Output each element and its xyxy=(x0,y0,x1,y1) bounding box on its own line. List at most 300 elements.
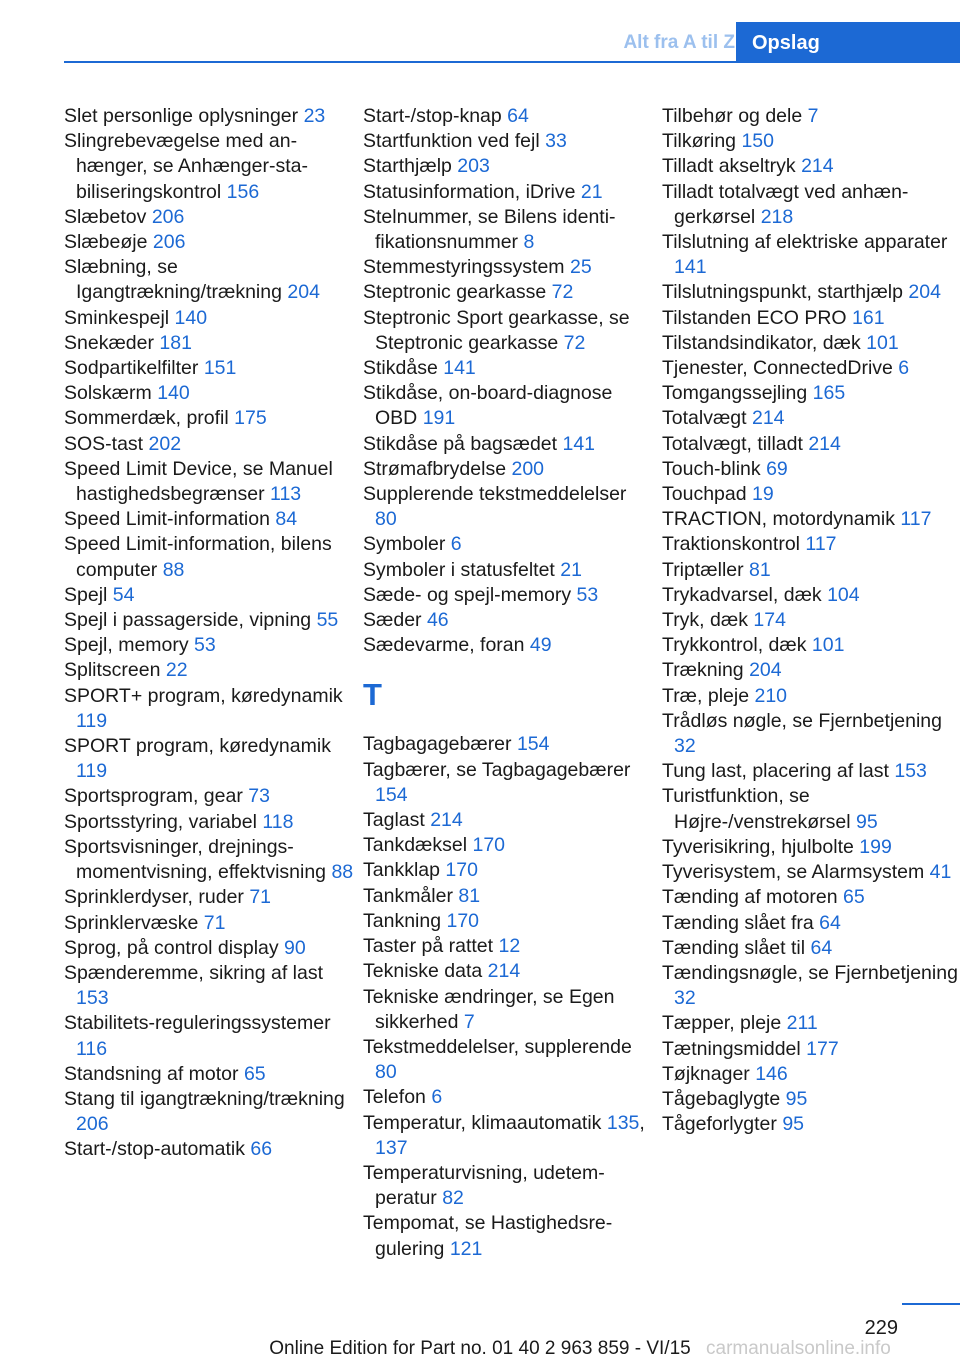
index-entry-text: Slæbeøje xyxy=(64,231,153,254)
page-link[interactable]: 137 xyxy=(375,1136,408,1159)
page-link[interactable]: 200 xyxy=(511,457,545,480)
page-link[interactable]: 81 xyxy=(749,558,771,581)
page-link[interactable]: 214 xyxy=(487,960,521,983)
index-entry-text: Touchpad xyxy=(662,483,752,506)
page-number: 229 xyxy=(864,1317,898,1339)
index-entry-text: Start-/stop-automatik xyxy=(64,1138,251,1161)
page-link[interactable]: 154 xyxy=(516,733,550,756)
index-entry xyxy=(662,936,960,961)
index-entry xyxy=(662,961,960,1011)
index-entry-text: Taglast xyxy=(363,809,431,832)
index-entry-text: Trykkontrol, dæk xyxy=(662,634,812,657)
index-entry xyxy=(363,858,653,883)
index-entry-text: Træ, pleje xyxy=(662,684,755,707)
index-entry-text: Touch-blink xyxy=(662,457,767,480)
page-link[interactable]: 73 xyxy=(248,785,270,808)
page-link[interactable]: 41 xyxy=(929,861,952,884)
page-link[interactable]: 21 xyxy=(560,558,582,581)
page-link[interactable]: 71 xyxy=(203,911,226,934)
index-entry-text: Spejl xyxy=(64,583,113,606)
page-link[interactable]: 214 xyxy=(808,432,841,455)
page-link[interactable]: 8 xyxy=(523,231,535,254)
index-entry xyxy=(363,583,653,608)
index-entry xyxy=(64,1062,354,1087)
index-entry-text: Symboler xyxy=(363,533,451,556)
page-link[interactable]: 170 xyxy=(472,834,506,857)
page-link[interactable]: 165 xyxy=(812,382,846,405)
index-entry xyxy=(662,331,960,356)
page-link[interactable]: 140 xyxy=(174,306,208,329)
page-link[interactable]: 153 xyxy=(76,987,109,1010)
index-entry xyxy=(64,1011,354,1061)
index-entry xyxy=(662,684,960,709)
index-entry xyxy=(64,457,354,507)
index-entry-text: Telefon xyxy=(363,1086,432,1109)
page-link[interactable]: 6 xyxy=(431,1086,443,1109)
index-entry-text: Sprinklerdyser, ruder xyxy=(64,886,250,909)
index-entry-text: Tyverisikring, hjulbolte xyxy=(662,835,860,858)
page-link[interactable]: 49 xyxy=(529,634,552,657)
index-entry xyxy=(662,633,960,658)
page-link[interactable]: 140 xyxy=(157,382,190,405)
page-link[interactable]: 204 xyxy=(908,281,941,304)
page-link[interactable]: 54 xyxy=(112,583,135,606)
index-entry xyxy=(363,959,653,984)
index-entry xyxy=(363,255,653,280)
index-entry-text: TRACTION, motordynamik xyxy=(662,508,901,531)
index-entry xyxy=(64,658,354,683)
index-entry-text: Stikdåse xyxy=(363,357,444,380)
page-link[interactable]: 199 xyxy=(859,835,892,858)
index-entry-text: Tændingsnøgle, se Fjernbetjening xyxy=(662,961,958,984)
index-entry xyxy=(64,583,354,608)
index-entry xyxy=(363,1111,653,1161)
index-entry-text: Tilladt totalvægt ved anhængerkørsel xyxy=(662,180,909,228)
index-entry xyxy=(363,1161,653,1211)
index-entry-text: Tågeforlygter xyxy=(662,1113,783,1136)
page-link[interactable]: 65 xyxy=(843,886,865,909)
page-link[interactable]: 69 xyxy=(766,457,788,480)
index-entry xyxy=(363,306,653,356)
index-entry-text: Stikdåse, on-board-diagnose OBD xyxy=(363,382,613,430)
page-link[interactable]: 154 xyxy=(375,783,408,806)
footer-rule xyxy=(902,1303,960,1305)
page-link[interactable]: 7 xyxy=(807,105,819,127)
page-link[interactable]: 64 xyxy=(507,105,529,127)
page-link[interactable]: 65 xyxy=(243,1062,266,1085)
index-entry-text: Tryk, dæk xyxy=(662,609,754,632)
page-link[interactable]: 170 xyxy=(446,909,480,932)
page-link[interactable]: 206 xyxy=(76,1113,109,1136)
index-entry-text: Steptronic Sport gearkasse, se Steptronic gearkasse xyxy=(363,306,630,354)
index-entry xyxy=(64,306,354,331)
index-column-3 xyxy=(662,104,960,1137)
index-entry xyxy=(662,154,960,179)
page-link[interactable]: 90 xyxy=(284,936,306,959)
page-link[interactable]: 204 xyxy=(749,659,782,682)
page-link[interactable]: 135 xyxy=(606,1111,640,1134)
index-entry-text: Tankning xyxy=(363,909,447,932)
index-entry xyxy=(363,732,653,757)
page-link[interactable]: 117 xyxy=(900,508,932,531)
index-entry-text: Snekæder xyxy=(64,331,160,354)
page-link[interactable]: 203 xyxy=(457,155,490,178)
index-letter-heading: T xyxy=(363,677,382,713)
index-entry xyxy=(662,381,960,406)
index-entry xyxy=(363,356,653,381)
index-entry xyxy=(64,684,354,734)
index-entry xyxy=(662,432,960,457)
index-entry-text: Sportsprogram, gear xyxy=(64,785,249,808)
page-link[interactable]: 22 xyxy=(165,659,188,682)
page-link[interactable]: 214 xyxy=(430,809,463,832)
index-entry xyxy=(662,406,960,431)
index-entry-text: Tjenester, ConnectedDrive xyxy=(662,357,899,380)
index-entry xyxy=(363,381,653,431)
index-entry xyxy=(64,633,354,658)
page-link[interactable]: 64 xyxy=(810,936,833,959)
index-entry-text: Spejl i passagerside, vipning xyxy=(64,609,317,632)
page-link[interactable]: 214 xyxy=(751,407,785,430)
index-entry-text: Slæbning, se Igangtrækning/trækning xyxy=(64,256,288,304)
index-entry-text: Standsning af motor xyxy=(64,1062,244,1085)
index-entry xyxy=(64,432,354,457)
index-entry-text: Supplerende tekstmeddelelser xyxy=(363,483,627,506)
index-entry-text: Tøjknager xyxy=(662,1062,756,1085)
index-entry xyxy=(662,558,960,583)
page-link[interactable]: 177 xyxy=(806,1037,839,1060)
index-entry xyxy=(662,1087,960,1112)
page-link[interactable]: 19 xyxy=(752,483,774,506)
index-entry-text: Speed Limit-information, bilens computer xyxy=(64,533,332,581)
page-link[interactable]: 46 xyxy=(426,609,449,632)
index-entry-text: Spænderemme, sikring af last xyxy=(64,961,324,984)
page-link[interactable]: 116 xyxy=(76,1037,108,1060)
index-entry xyxy=(662,1037,960,1062)
page-link[interactable]: 113 xyxy=(270,483,302,506)
index-entry xyxy=(363,180,653,205)
index-entry xyxy=(64,885,354,910)
page-link[interactable]: 84 xyxy=(275,508,298,531)
index-entry-text: Steptronic gearkasse xyxy=(363,281,552,304)
index-entry-text: Tilkøring xyxy=(662,130,742,153)
page-link[interactable]: 82 xyxy=(442,1187,464,1210)
index-entry-text: Slingrebevægelse med anhænger, se Anhænger-stabiliseringskontrol xyxy=(64,130,308,203)
index-entry xyxy=(662,709,960,759)
page-link[interactable]: 95 xyxy=(785,1087,808,1110)
page-link[interactable]: 12 xyxy=(498,935,521,958)
index-entry xyxy=(662,860,960,885)
index-entry-text: Tekstmeddelelser, supplerende xyxy=(363,1035,632,1058)
page-link[interactable]: 72 xyxy=(563,331,586,354)
page-link[interactable]: 25 xyxy=(569,256,592,279)
index-entry-text: Sportsstyring, variabel xyxy=(64,810,263,833)
index-entry-text: Tilladt akseltryk xyxy=(662,155,802,178)
index-column-1 xyxy=(64,104,354,1163)
index-entry xyxy=(662,911,960,936)
page-link[interactable]: 6 xyxy=(450,533,462,556)
page-link[interactable]: 33 xyxy=(545,130,567,153)
index-entry-text: Sprinklervæske xyxy=(64,911,204,934)
index-column-2 xyxy=(363,104,653,1262)
index-entry-text: Symboler i statusfeltet xyxy=(363,558,561,581)
index-entry xyxy=(363,532,653,557)
index-entry xyxy=(363,1085,653,1110)
page-link[interactable]: 64 xyxy=(819,911,841,934)
index-entry xyxy=(363,1035,653,1085)
index-entry-text: Tomgangssejling xyxy=(662,382,813,405)
page-link[interactable]: 214 xyxy=(801,155,834,178)
index-entry-text: Tilstanden ECO PRO xyxy=(662,306,853,329)
page-link[interactable]: 101 xyxy=(866,331,899,354)
index-entry-text: Tænding slået til xyxy=(662,936,811,959)
page-link[interactable]: 191 xyxy=(422,407,456,430)
page-link[interactable]: 151 xyxy=(203,357,237,380)
index-entry-text: Solskærm xyxy=(64,382,158,405)
page-link[interactable]: 181 xyxy=(159,331,192,354)
page-link[interactable]: 211 xyxy=(786,1012,818,1035)
index-entry xyxy=(662,1112,960,1137)
page-separator: , xyxy=(639,1111,645,1134)
index-entry-text: Start-/stop-knap xyxy=(363,105,508,127)
index-entry xyxy=(64,784,354,809)
index-entry xyxy=(64,608,354,633)
index-entry xyxy=(363,985,653,1035)
page-link[interactable]: 88 xyxy=(331,861,354,884)
index-entry xyxy=(363,608,653,633)
index-entry-text: Speed Limit-information xyxy=(64,508,276,531)
index-entry-text: SPORT program, køredynamik xyxy=(64,735,331,758)
index-entry xyxy=(662,532,960,557)
page-link[interactable]: 81 xyxy=(458,884,481,907)
page-link[interactable]: 156 xyxy=(226,180,260,203)
index-entry xyxy=(64,911,354,936)
page-link[interactable]: 121 xyxy=(449,1237,483,1260)
index-entry xyxy=(64,381,354,406)
index-entry xyxy=(64,230,354,255)
index-entry xyxy=(662,759,960,784)
page-link[interactable]: 210 xyxy=(754,684,788,707)
index-entry-text: Sommerdæk, profil xyxy=(64,407,235,430)
index-entry-text: Startfunktion ved fejl xyxy=(363,130,546,153)
page-link[interactable]: 202 xyxy=(148,432,182,455)
index-entry-text: Tung last, placering af last xyxy=(662,760,895,783)
index-entry xyxy=(662,784,960,834)
page-link[interactable]: 141 xyxy=(443,357,476,380)
index-entry-text: Totalvægt, tilladt xyxy=(662,432,809,455)
index-entry-text: Stang til igangtrækning/trækning xyxy=(64,1087,345,1110)
index-entry xyxy=(64,1137,354,1162)
index-entry-text: Tilstandsindikator, dæk xyxy=(662,331,867,354)
index-entry-text: Tankdæksel xyxy=(363,834,473,857)
index-entry-text: SOS-tast xyxy=(64,432,149,455)
index-entry-text: Tankmåler xyxy=(363,884,459,907)
index-entry-text: Slæbetov xyxy=(64,205,152,228)
index-entry xyxy=(363,833,653,858)
page-link[interactable]: 153 xyxy=(894,760,927,783)
index-entry xyxy=(662,129,960,154)
index-entry xyxy=(64,331,354,356)
index-entry xyxy=(363,1211,653,1261)
page-link[interactable]: 117 xyxy=(805,533,837,556)
index-entry xyxy=(64,356,354,381)
index-entry xyxy=(363,482,653,532)
index-entry xyxy=(363,280,653,305)
index-entry-text: Triptæller xyxy=(662,558,750,581)
page-link[interactable]: 175 xyxy=(234,407,267,430)
page-link[interactable]: 55 xyxy=(316,609,339,632)
index-entry xyxy=(662,104,960,129)
index-entry-text: Trækning xyxy=(662,659,750,682)
page-link[interactable]: 161 xyxy=(852,306,885,329)
index-entry-text: Sprog, på control display xyxy=(64,936,285,959)
index-entry-text: Tænding slået fra xyxy=(662,911,820,934)
page-link[interactable]: 88 xyxy=(162,558,185,581)
index-entry-text: Tempomat, se Hastighedsregulering xyxy=(363,1212,613,1260)
index-entry xyxy=(64,1087,354,1137)
page-link[interactable]: 32 xyxy=(674,987,696,1010)
page-link[interactable]: 95 xyxy=(856,810,878,833)
index-entry-text: Tågebaglygte xyxy=(662,1087,786,1110)
section-tab: Opslag xyxy=(736,22,960,62)
page-link[interactable]: 170 xyxy=(445,859,478,882)
index-entry xyxy=(662,583,960,608)
index-entry-text: Tilslutningspunkt, starthjælp xyxy=(662,281,909,304)
index-entry-text: Stemmestyringssystem xyxy=(363,256,570,279)
index-entry xyxy=(64,734,354,784)
index-entry xyxy=(662,1011,960,1036)
page-link[interactable]: 119 xyxy=(76,760,108,783)
index-entry xyxy=(363,104,653,129)
index-entry-text: Tankklap xyxy=(363,859,446,882)
page-link[interactable]: 7 xyxy=(463,1010,475,1033)
index-entry xyxy=(64,129,354,205)
index-entry-text: Tagbagagebærer xyxy=(363,733,517,756)
index-entry xyxy=(363,154,653,179)
watermark: carmanualsonline.info xyxy=(706,1338,891,1359)
index-entry-text: Tekniske ændringer, se Egen sikkerhed xyxy=(363,985,615,1033)
index-entry xyxy=(363,934,653,959)
index-entry-text: Splitscreen xyxy=(64,659,166,682)
index-entry xyxy=(363,633,653,658)
index-entry-text: Strømafbrydelse xyxy=(363,457,512,480)
index-entry-text: Tekniske data xyxy=(363,960,488,983)
index-entry-text: Tilbehør og dele xyxy=(662,105,808,127)
index-entry-text: Sædevarme, foran xyxy=(363,634,530,657)
index-entry-text: Temperatur, klimaautomatik xyxy=(363,1111,607,1134)
page-link[interactable]: 119 xyxy=(76,709,108,732)
index-entry-text: Sminkespejl xyxy=(64,306,175,329)
page-link[interactable]: 21 xyxy=(580,180,603,203)
page-link[interactable]: 66 xyxy=(250,1138,273,1161)
page-link[interactable]: 141 xyxy=(562,432,596,455)
page-link[interactable]: 206 xyxy=(151,205,185,228)
page-link[interactable]: 104 xyxy=(827,583,860,606)
page-link[interactable]: 174 xyxy=(753,609,786,632)
page-link[interactable]: 53 xyxy=(194,634,216,657)
index-entry-text: SPORT+ program, køredynamik xyxy=(64,684,343,707)
index-entry xyxy=(363,558,653,583)
index-entry xyxy=(363,758,653,808)
index-entry-text: Trådløs nøgle, se Fjernbetjening xyxy=(662,709,942,732)
index-entry-text: Totalvægt xyxy=(662,407,752,430)
page-link[interactable]: 72 xyxy=(551,281,574,304)
page-link[interactable]: 150 xyxy=(741,130,774,153)
index-entry-text: Turistfunktion, se Højre-/venstrekørsel xyxy=(662,785,857,833)
index-entry xyxy=(64,810,354,835)
index-entry-text: Slet personlige oplysninger xyxy=(64,105,304,127)
page-link[interactable]: 95 xyxy=(782,1113,805,1136)
index-entry-text: Starthjælp xyxy=(363,155,458,178)
index-entry xyxy=(64,205,354,230)
index-entry-text: Sæder xyxy=(363,609,427,632)
index-entry xyxy=(662,608,960,633)
page-link[interactable]: 53 xyxy=(576,583,599,606)
index-entry-text: Stikdåse på bagsædet xyxy=(363,432,563,455)
index-entry xyxy=(363,457,653,482)
page-link[interactable]: 71 xyxy=(249,886,272,909)
index-entry-text: Sæde- og spejl-memory xyxy=(363,583,577,606)
index-entry xyxy=(662,835,960,860)
page-link[interactable]: 146 xyxy=(755,1062,788,1085)
index-entry xyxy=(662,507,960,532)
index-entry-text: Taster på rattet xyxy=(363,935,499,958)
index-entry xyxy=(662,658,960,683)
header-rule xyxy=(64,61,960,63)
index-entry-text: Stabilitets-reguleringssystemer xyxy=(64,1012,331,1035)
index-entry xyxy=(662,457,960,482)
index-entry xyxy=(363,205,653,255)
index-entry xyxy=(662,180,960,230)
page-link[interactable]: 141 xyxy=(674,256,707,279)
section-title: Alt fra A til Z xyxy=(623,32,735,53)
index-entry xyxy=(64,104,354,129)
index-entry xyxy=(64,532,354,582)
index-entry-text: Tætningsmiddel xyxy=(662,1037,807,1060)
page-link[interactable]: 32 xyxy=(674,735,696,758)
page-link[interactable]: 6 xyxy=(898,357,910,380)
index-entry xyxy=(662,1062,960,1087)
page-link[interactable]: 101 xyxy=(811,634,845,657)
index-entry xyxy=(64,507,354,532)
index-entry-text: Tyverisystem, se Alarmsystem xyxy=(662,861,930,884)
index-entry-text: Stelnummer, se Bilens identifikationsnummer xyxy=(363,205,616,254)
page-link[interactable]: 206 xyxy=(152,231,186,254)
index-entry xyxy=(64,936,354,961)
page-link[interactable]: 23 xyxy=(303,105,326,127)
index-entry-text: Trykadvarsel, dæk xyxy=(662,583,828,606)
page-link[interactable]: 118 xyxy=(262,810,294,833)
page-link[interactable]: 218 xyxy=(760,205,794,228)
index-entry-text: Tilslutning af elektriske apparater xyxy=(662,231,948,254)
index-entry-text: Spejl, memory xyxy=(64,634,195,657)
index-entry xyxy=(662,306,960,331)
index-entry xyxy=(363,884,653,909)
page-link[interactable]: 80 xyxy=(375,1061,397,1084)
index-entry xyxy=(363,808,653,833)
index-entry xyxy=(662,885,960,910)
index-entry xyxy=(64,406,354,431)
index-entry-text: Sportsvisninger, drejningsmomentvisning, effektvisning xyxy=(64,835,332,884)
page-link[interactable]: 80 xyxy=(375,508,397,531)
index-entry-text: Temperaturvisning, udetemperatur xyxy=(363,1161,605,1210)
index-entry xyxy=(662,230,960,280)
page-link[interactable]: 204 xyxy=(287,281,320,304)
index-entry-text: Traktionskontrol xyxy=(662,533,806,556)
index-entry-text: Tænding af motoren xyxy=(662,886,844,909)
index-entry xyxy=(64,835,354,885)
index-entry-text: Speed Limit Device, se Manuel hastighedsbegrænser xyxy=(64,457,333,506)
